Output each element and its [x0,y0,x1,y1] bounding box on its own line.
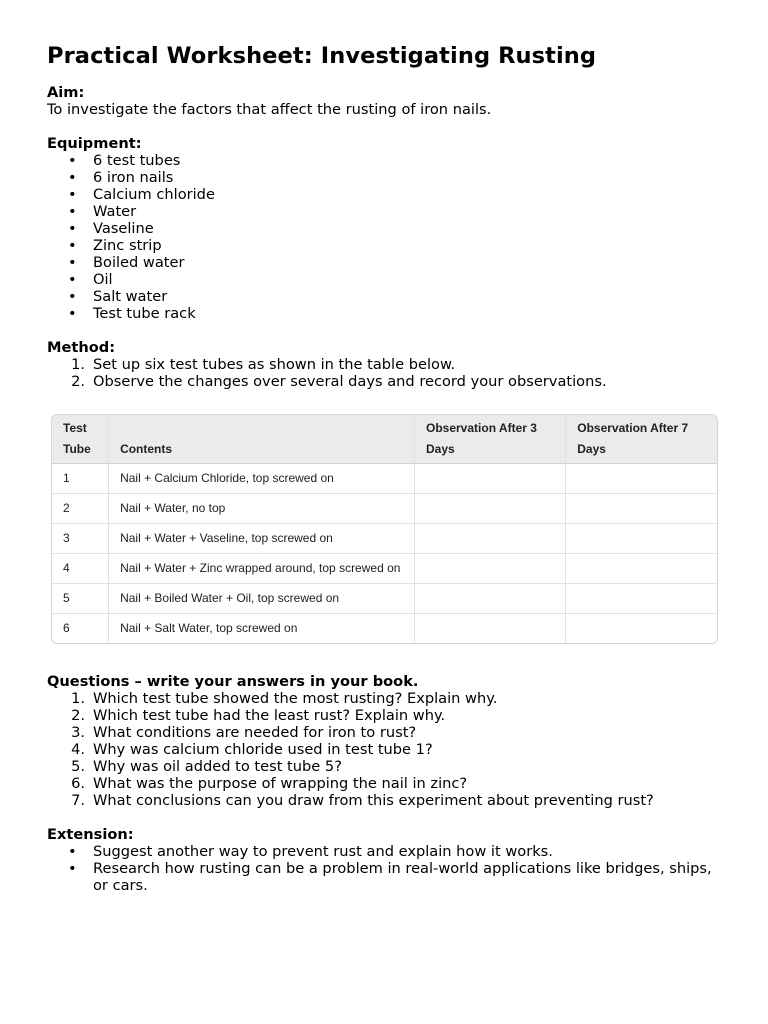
method-heading: Method: [47,339,116,356]
equipment-item [47,186,727,203]
cell-tube: 2 [52,494,109,524]
cell-observation-3-days[interactable] [415,524,566,554]
question-item [47,707,727,724]
cell-observation-7-days[interactable] [566,464,717,494]
equipment-item-label: Calcium chloride [93,186,215,203]
question-text: Which test tube had the least rust? Explain why. [93,707,446,724]
extension-item [47,860,727,894]
questions-list [47,690,727,809]
worksheet-upper [47,40,727,390]
question-number: 1. [71,690,85,707]
question-number: 7. [71,792,85,809]
method-step [47,356,727,373]
method-list [47,356,727,390]
cell-observation-7-days[interactable] [566,554,717,584]
question-text: What conclusions can you draw from this experiment about preventing rust? [93,792,654,809]
step-number: 1. [71,356,85,373]
extension-item [47,843,727,860]
question-number: 2. [71,707,85,724]
question-text: What conditions are needed for iron to rust? [93,724,417,741]
method-step [47,373,727,390]
extension-heading: Extension: [47,826,134,843]
question-item [47,792,727,809]
equipment-item-label: Vaseline [93,220,154,237]
bullet-marker: • [68,843,77,860]
cell-contents: Nail + Calcium Chloride, top screwed on [109,464,415,494]
cell-tube: 4 [52,554,109,584]
worksheet-lower [47,673,727,894]
equipment-item [47,220,727,237]
cell-observation-7-days[interactable] [566,584,717,614]
equipment-heading: Equipment: [47,135,142,152]
bullet-marker: • [68,186,77,203]
question-item [47,775,727,792]
bullet-marker: • [68,203,77,220]
table-row [52,494,717,524]
equipment-item-label: 6 iron nails [93,169,174,186]
cell-contents: Nail + Water + Vaseline, top screwed on [109,524,415,554]
extension-list [47,843,727,894]
page-title: Practical Worksheet: Investigating Rusting [47,43,597,69]
table-header-row [52,415,717,464]
header-contents: Contents [109,415,415,464]
bullet-marker: • [68,860,77,877]
question-item [47,758,727,775]
method-section [47,339,727,390]
questions-section [47,673,727,809]
step-number: 2. [71,373,85,390]
cell-observation-7-days[interactable] [566,494,717,524]
question-text: Why was oil added to test tube 5? [93,758,342,775]
header-observation-7-days: Observation After 7 Days [566,415,717,464]
equipment-item-label: Water [93,203,137,220]
extension-item-text: Suggest another way to prevent rust and explain how it works. [93,843,553,860]
observation-table [52,415,717,643]
cell-observation-7-days[interactable] [566,524,717,554]
equipment-section [47,135,727,322]
equipment-list [47,152,727,322]
question-number: 4. [71,741,85,758]
bullet-marker: • [68,169,77,186]
question-item [47,690,727,707]
cell-contents: Nail + Boiled Water + Oil, top screwed on [109,584,415,614]
bullet-marker: • [68,220,77,237]
equipment-item-label: Zinc strip [93,237,162,254]
equipment-item [47,305,727,322]
equipment-item-label: 6 test tubes [93,152,181,169]
question-number: 6. [71,775,85,792]
bullet-marker: • [68,254,77,271]
table-row [52,584,717,614]
cell-contents: Nail + Water, no top [109,494,415,524]
equipment-item [47,169,727,186]
step-text: Set up six test tubes as shown in the table below. [93,356,456,373]
equipment-item [47,271,727,288]
equipment-item-label: Oil [93,271,113,288]
question-item [47,724,727,741]
cell-observation-3-days[interactable] [415,614,566,644]
header-test-tube: Test Tube [52,415,109,464]
equipment-item-label: Test tube rack [93,305,196,322]
cell-observation-3-days[interactable] [415,494,566,524]
extension-item-text: Research how rusting can be a problem in real-world applications like bridges, ships, or cars. [93,860,712,894]
aim-heading: Aim: [47,84,85,101]
table-row [52,524,717,554]
cell-tube: 6 [52,614,109,644]
table-row [52,554,717,584]
question-number: 3. [71,724,85,741]
question-number: 5. [71,758,85,775]
cell-observation-3-days[interactable] [415,584,566,614]
question-item [47,741,727,758]
cell-tube: 1 [52,464,109,494]
equipment-item-label: Salt water [93,288,168,305]
cell-observation-7-days[interactable] [566,614,717,644]
equipment-item [47,237,727,254]
aim-section [47,84,727,118]
equipment-item [47,203,727,220]
table-row [52,464,717,494]
bullet-marker: • [68,288,77,305]
cell-contents: Nail + Water + Zinc wrapped around, top screwed on [109,554,415,584]
equipment-item [47,152,727,169]
equipment-item [47,254,727,271]
observation-table-container [51,414,718,644]
question-text: What was the purpose of wrapping the nail in zinc? [93,775,468,792]
bullet-marker: • [68,152,77,169]
extension-section [47,826,727,894]
cell-observation-3-days[interactable] [415,554,566,584]
bullet-marker: • [68,271,77,288]
equipment-item [47,288,727,305]
question-text: Which test tube showed the most rusting? Explain why. [93,690,498,707]
cell-observation-3-days[interactable] [415,464,566,494]
questions-heading: Questions – write your answers in your book. [47,673,419,690]
bullet-marker: • [68,305,77,322]
step-text: Observe the changes over several days and record your observations. [93,373,607,390]
aim-text: To investigate the factors that affect the rusting of iron nails. [47,101,492,118]
cell-tube: 3 [52,524,109,554]
equipment-item-label: Boiled water [93,254,185,271]
cell-contents: Nail + Salt Water, top screwed on [109,614,415,644]
question-text: Why was calcium chloride used in test tube 1? [93,741,433,758]
cell-tube: 5 [52,584,109,614]
header-observation-3-days: Observation After 3 Days [415,415,566,464]
table-row [52,614,717,644]
bullet-marker: • [68,237,77,254]
